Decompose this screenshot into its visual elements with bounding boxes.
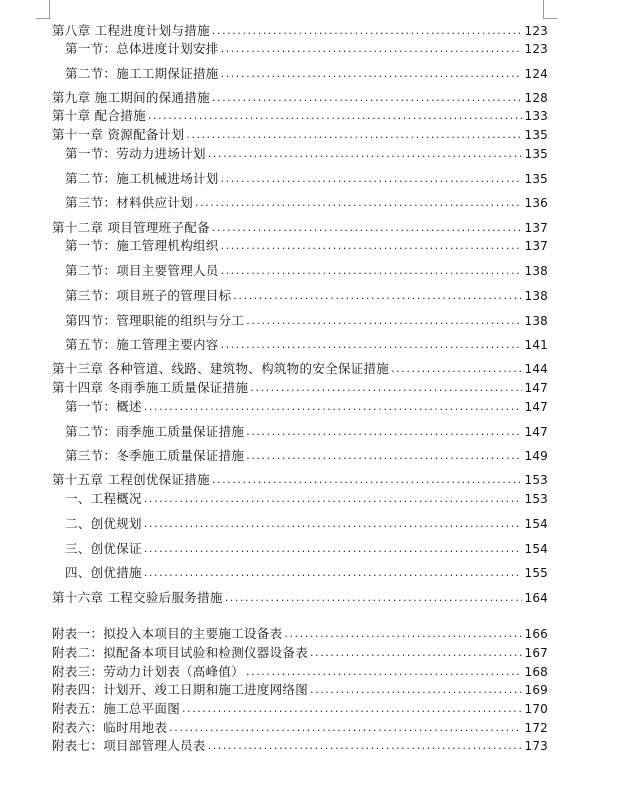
toc-entry[interactable] <box>52 626 548 642</box>
toc-entry-title: 第一节：总体进度计划安排 <box>65 41 219 56</box>
toc-leader <box>144 541 523 557</box>
toc-leader <box>212 220 523 236</box>
toc-leader <box>310 682 522 698</box>
toc-entry-title: 第十二章 项目管理班子配备 <box>52 220 210 235</box>
toc-entry[interactable] <box>65 313 548 329</box>
toc-entry[interactable] <box>52 590 548 606</box>
toc-entry[interactable] <box>65 541 548 557</box>
toc-entry[interactable] <box>52 720 548 736</box>
toc-entry-page: 144 <box>524 362 548 376</box>
toc-entry[interactable] <box>65 399 548 415</box>
toc-entry[interactable] <box>52 220 548 236</box>
toc-entry[interactable] <box>65 424 548 440</box>
toc-leader <box>221 41 523 57</box>
toc-entry-page: 164 <box>524 591 548 605</box>
toc-entry-page: 123 <box>524 42 548 56</box>
toc-entry-title: 第五节：施工管理主要内容 <box>65 337 219 352</box>
toc-leader <box>221 263 523 279</box>
toc-entry[interactable] <box>52 664 548 680</box>
toc-entry[interactable] <box>65 516 548 532</box>
toc-entry-title: 附表一：拟投入本项目的主要施工设备表 <box>52 626 283 641</box>
toc-entry-title: 附表四：计划开、竣工日期和施工进度网络图 <box>52 682 309 697</box>
toc-entry-title: 附表七：项目部管理人员表 <box>52 738 206 753</box>
toc-entry-title: 二、创优规划 <box>65 516 142 531</box>
toc-entry-page: 167 <box>524 646 548 660</box>
toc-leader <box>310 645 522 661</box>
toc-leader <box>212 472 523 488</box>
toc-entry-page: 141 <box>524 338 548 352</box>
toc-entry-title: 第二节：施工工期保证措施 <box>65 66 219 81</box>
toc-leader <box>182 701 522 717</box>
toc-entry-title: 第三节：冬季施工质量保证措施 <box>65 448 245 463</box>
toc-leader <box>391 361 522 377</box>
toc-entry[interactable] <box>65 41 548 57</box>
toc-entry[interactable] <box>65 171 548 187</box>
toc-entry[interactable] <box>52 472 548 488</box>
toc-leader <box>246 448 522 464</box>
toc-leader <box>250 380 522 396</box>
toc-entry-page: 137 <box>524 221 548 235</box>
toc-entry-title: 一、工程概况 <box>65 491 142 506</box>
toc-entry-title: 附表三：劳动力计划表（高峰值） <box>52 664 245 679</box>
toc-entry-title: 第十六章 工程交验后服务措施 <box>52 590 223 605</box>
toc-leader <box>208 146 523 162</box>
toc-entry-title: 第二节：雨季施工质量保证措施 <box>65 424 245 439</box>
toc-entry-title: 第十章 配合措施 <box>52 108 146 123</box>
toc-entry-page: 154 <box>524 517 548 531</box>
toc-entry[interactable] <box>65 288 548 304</box>
toc-entry-page: 155 <box>524 566 548 580</box>
toc-entry-page: 128 <box>524 91 548 105</box>
toc-entry-title: 第一节：施工管理机构组织 <box>65 238 219 253</box>
toc-entry[interactable] <box>52 738 548 754</box>
toc-leader <box>246 424 522 440</box>
toc-entry-page: 123 <box>524 24 548 38</box>
toc-leader <box>233 288 522 304</box>
toc-entry[interactable] <box>52 361 548 377</box>
toc-leader <box>221 337 523 353</box>
toc-leader <box>284 626 522 642</box>
toc-entry-title: 三、创优保证 <box>65 541 142 556</box>
toc-entry-title: 第一节：劳动力进场计划 <box>65 146 206 161</box>
toc-entry[interactable] <box>65 146 548 162</box>
toc-entry-title: 第一节：概述 <box>65 399 142 414</box>
toc-entry[interactable] <box>65 565 548 581</box>
toc-entry-page: 136 <box>524 196 548 210</box>
toc-leader <box>144 565 523 581</box>
toc-entry[interactable] <box>65 66 548 82</box>
toc-leader <box>212 90 523 106</box>
toc-leader <box>246 313 522 329</box>
toc-entry-page: 138 <box>524 289 548 303</box>
toc-leader <box>221 171 523 187</box>
toc-entry-title: 第二节：项目主要管理人员 <box>65 263 219 278</box>
toc-entry-page: 173 <box>524 739 548 753</box>
toc-leader <box>221 238 523 254</box>
toc-leader <box>208 738 523 754</box>
toc-entry-page: 138 <box>524 314 548 328</box>
toc-entry-page: 135 <box>524 172 548 186</box>
toc-entry-page: 147 <box>524 400 548 414</box>
toc-entry-title: 第三节：材料供应计划 <box>65 195 194 210</box>
toc-entry-title: 第十五章 工程创优保证措施 <box>52 472 210 487</box>
toc-entry-title: 第三节：项目班子的管理目标 <box>65 288 232 303</box>
toc-entry-page: 169 <box>524 683 548 697</box>
toc-entry-title: 第十四章 冬雨季施工质量保证措施 <box>52 380 249 395</box>
toc-entry-title: 第十一章 资源配备计划 <box>52 127 185 142</box>
toc-entry[interactable] <box>52 108 548 124</box>
toc-leader <box>221 66 523 82</box>
toc-leader <box>225 590 523 606</box>
toc-entry[interactable] <box>52 380 548 396</box>
toc-leader <box>246 664 522 680</box>
toc-entry-title: 第十三章 各种管道、线路、建筑物、构筑物的安全保证措施 <box>52 361 390 376</box>
toc-entry-page: 135 <box>524 147 548 161</box>
toc-entry-page: 137 <box>524 239 548 253</box>
toc-entry-page: 168 <box>524 665 548 679</box>
toc-entry-page: 166 <box>524 627 548 641</box>
toc-entry-title: 第九章 施工期间的保通措施 <box>52 90 210 105</box>
toc-entry[interactable] <box>65 263 548 279</box>
toc-entry-title: 第八章 工程进度计划与措施 <box>52 23 210 38</box>
toc-leader <box>186 127 522 143</box>
toc-entry-page: 154 <box>524 542 548 556</box>
toc-entry-page: 153 <box>524 473 548 487</box>
toc-entry-page: 138 <box>524 264 548 278</box>
toc-entry-page: 172 <box>524 721 548 735</box>
toc-entry[interactable] <box>65 195 548 211</box>
toc-entry[interactable] <box>65 238 548 254</box>
toc-entry[interactable] <box>52 701 548 717</box>
toc-entry-title: 四、创优措施 <box>65 565 142 580</box>
toc-leader <box>144 491 523 507</box>
toc-entry-page: 149 <box>524 449 548 463</box>
toc-entry-page: 153 <box>524 492 548 506</box>
toc-entry-title: 第二节：施工机械进场计划 <box>65 171 219 186</box>
toc-entry[interactable] <box>52 645 548 661</box>
toc-leader <box>144 516 523 532</box>
toc-entry-title: 附表五：施工总平面图 <box>52 701 181 716</box>
toc-entry-title: 附表二：拟配备本项目试验和检测仪器设备表 <box>52 645 309 660</box>
toc-entry-page: 147 <box>524 381 548 395</box>
toc-entry-page: 135 <box>524 128 548 142</box>
toc-entry[interactable] <box>52 23 548 39</box>
toc-entry[interactable] <box>65 491 548 507</box>
crop-mark-top-left <box>36 0 50 19</box>
toc-entry[interactable] <box>65 448 548 464</box>
toc-leader <box>144 399 523 415</box>
toc-entry-page: 170 <box>524 702 548 716</box>
toc-entry[interactable] <box>52 127 548 143</box>
toc-entry-page: 147 <box>524 425 548 439</box>
crop-mark-top-right <box>543 0 557 19</box>
toc-entry[interactable] <box>52 682 548 698</box>
toc-leader <box>212 23 523 39</box>
toc-entry-title: 第四节：管理职能的组织与分工 <box>65 313 245 328</box>
toc-leader <box>148 108 523 124</box>
toc-entry-page: 133 <box>524 109 548 123</box>
toc-entry[interactable] <box>65 337 548 353</box>
toc-leader <box>169 720 522 736</box>
toc-entry-title: 附表六：临时用地表 <box>52 720 168 735</box>
toc-entry[interactable] <box>52 90 548 106</box>
toc-entry-page: 124 <box>524 67 548 81</box>
toc-leader <box>195 195 522 211</box>
